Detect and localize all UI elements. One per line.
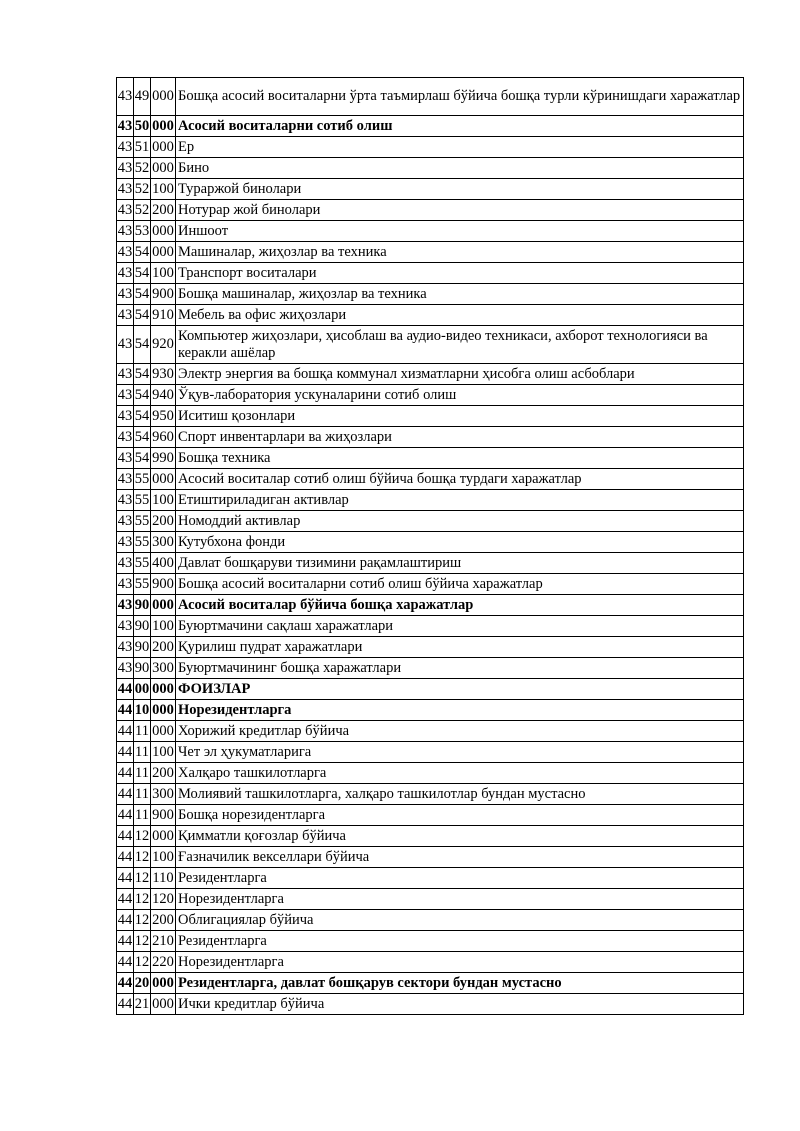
code-element-cell: 000 <box>151 595 176 616</box>
code-group-cell: 43 <box>117 326 134 364</box>
code-element-cell: 000 <box>151 721 176 742</box>
table-row <box>117 658 744 679</box>
item-name-cell: Номоддий активлар <box>176 511 744 532</box>
code-article-cell: 10 <box>134 700 151 721</box>
table-row <box>117 469 744 490</box>
code-group-cell: 44 <box>117 763 134 784</box>
code-article-cell: 52 <box>134 200 151 221</box>
code-element-cell: 900 <box>151 284 176 305</box>
code-element-cell: 000 <box>151 679 176 700</box>
table-row <box>117 116 744 137</box>
item-name-cell: Бошқа машиналар, жиҳозлар ва техника <box>176 284 744 305</box>
code-article-cell: 11 <box>134 763 151 784</box>
code-group-cell: 43 <box>117 305 134 326</box>
table-row <box>117 532 744 553</box>
item-name-cell: Бошқа асосий воситаларни ўрта таъмирлаш бўйича бошқа турли кўринишдаги харажатлар <box>176 78 744 116</box>
code-group-cell: 43 <box>117 574 134 595</box>
item-name-cell: Норезидентларга <box>176 889 744 910</box>
code-article-cell: 90 <box>134 616 151 637</box>
code-article-cell: 55 <box>134 553 151 574</box>
item-name-cell: Электр энергия ва бошқа коммунал хизматларни ҳисобга олиш асбоблари <box>176 364 744 385</box>
table-row <box>117 137 744 158</box>
document-page <box>116 77 744 1015</box>
table-row <box>117 952 744 973</box>
code-element-cell: 300 <box>151 784 176 805</box>
code-article-cell: 90 <box>134 658 151 679</box>
code-article-cell: 11 <box>134 721 151 742</box>
code-group-cell: 43 <box>117 490 134 511</box>
code-group-cell: 44 <box>117 952 134 973</box>
table-row <box>117 721 744 742</box>
table-row <box>117 910 744 931</box>
code-group-cell: 44 <box>117 910 134 931</box>
code-element-cell: 000 <box>151 221 176 242</box>
code-element-cell: 000 <box>151 994 176 1015</box>
code-group-cell: 44 <box>117 805 134 826</box>
code-group-cell: 43 <box>117 242 134 263</box>
item-name-cell: Буюртмачини сақлаш харажатлари <box>176 616 744 637</box>
code-element-cell: 950 <box>151 406 176 427</box>
table-row <box>117 574 744 595</box>
table-row <box>117 742 744 763</box>
code-group-cell: 43 <box>117 595 134 616</box>
code-article-cell: 54 <box>134 284 151 305</box>
code-group-cell: 43 <box>117 532 134 553</box>
table-row <box>117 385 744 406</box>
code-group-cell: 43 <box>117 385 134 406</box>
code-group-cell: 43 <box>117 511 134 532</box>
code-element-cell: 000 <box>151 469 176 490</box>
item-name-cell: Иситиш қозонлари <box>176 406 744 427</box>
code-article-cell: 54 <box>134 364 151 385</box>
item-name-cell: Машиналар, жиҳозлар ва техника <box>176 242 744 263</box>
table-row <box>117 221 744 242</box>
code-element-cell: 000 <box>151 973 176 994</box>
item-name-cell: Чет эл ҳукуматларига <box>176 742 744 763</box>
table-row <box>117 305 744 326</box>
code-group-cell: 44 <box>117 889 134 910</box>
table-row <box>117 511 744 532</box>
code-group-cell: 43 <box>117 78 134 116</box>
code-article-cell: 52 <box>134 158 151 179</box>
code-element-cell: 200 <box>151 200 176 221</box>
item-name-cell: Халқаро ташкилотларга <box>176 763 744 784</box>
code-article-cell: 54 <box>134 305 151 326</box>
code-article-cell: 12 <box>134 931 151 952</box>
code-article-cell: 12 <box>134 952 151 973</box>
item-name-cell: Молиявий ташкилотларга, халқаро ташкилотлар бундан мустасно <box>176 784 744 805</box>
code-group-cell: 44 <box>117 700 134 721</box>
code-article-cell: 54 <box>134 448 151 469</box>
code-element-cell: 210 <box>151 931 176 952</box>
code-element-cell: 300 <box>151 532 176 553</box>
code-element-cell: 000 <box>151 158 176 179</box>
code-group-cell: 43 <box>117 137 134 158</box>
code-group-cell: 43 <box>117 616 134 637</box>
code-article-cell: 55 <box>134 574 151 595</box>
table-row <box>117 326 744 364</box>
code-article-cell: 55 <box>134 469 151 490</box>
item-name-cell: Ғазначилик векселлари бўйича <box>176 847 744 868</box>
table-row <box>117 763 744 784</box>
item-name-cell: Буюртмачининг бошқа харажатлари <box>176 658 744 679</box>
table-row <box>117 200 744 221</box>
code-element-cell: 300 <box>151 658 176 679</box>
code-article-cell: 54 <box>134 242 151 263</box>
code-group-cell: 43 <box>117 179 134 200</box>
table-row <box>117 616 744 637</box>
code-article-cell: 12 <box>134 889 151 910</box>
table-row <box>117 889 744 910</box>
item-name-cell: Хорижий кредитлар бўйича <box>176 721 744 742</box>
item-name-cell: Бошқа норезидентларга <box>176 805 744 826</box>
code-group-cell: 43 <box>117 658 134 679</box>
code-element-cell: 200 <box>151 511 176 532</box>
item-name-cell: Давлат бошқаруви тизимини рақамлаштириш <box>176 553 744 574</box>
code-article-cell: 49 <box>134 78 151 116</box>
code-article-cell: 12 <box>134 910 151 931</box>
code-group-cell: 43 <box>117 200 134 221</box>
code-element-cell: 120 <box>151 889 176 910</box>
table-row <box>117 679 744 700</box>
code-group-cell: 43 <box>117 553 134 574</box>
table-row <box>117 826 744 847</box>
code-group-cell: 43 <box>117 637 134 658</box>
code-group-cell: 44 <box>117 784 134 805</box>
code-element-cell: 910 <box>151 305 176 326</box>
classifier-table <box>116 77 744 1015</box>
code-element-cell: 000 <box>151 116 176 137</box>
code-element-cell: 100 <box>151 616 176 637</box>
item-name-cell: Тураржой бинолари <box>176 179 744 200</box>
table-row <box>117 994 744 1015</box>
code-article-cell: 11 <box>134 742 151 763</box>
classifier-table-body <box>117 78 744 1015</box>
item-name-cell: Кутубхона фонди <box>176 532 744 553</box>
code-article-cell: 54 <box>134 326 151 364</box>
code-article-cell: 53 <box>134 221 151 242</box>
code-element-cell: 000 <box>151 700 176 721</box>
code-element-cell: 000 <box>151 137 176 158</box>
code-group-cell: 44 <box>117 742 134 763</box>
item-name-cell: Норезидентларга <box>176 952 744 973</box>
table-row <box>117 805 744 826</box>
code-group-cell: 43 <box>117 221 134 242</box>
code-element-cell: 220 <box>151 952 176 973</box>
code-group-cell: 44 <box>117 994 134 1015</box>
code-article-cell: 54 <box>134 385 151 406</box>
item-name-cell: Спорт инвентарлари ва жиҳозлари <box>176 427 744 448</box>
table-row <box>117 427 744 448</box>
item-name-cell: Компьютер жиҳозлари, ҳисоблаш ва аудио-видео техникаси, ахборот технологияси ва керакли ашёлар <box>176 326 744 364</box>
table-row <box>117 784 744 805</box>
item-name-cell: Нотурар жой бинолари <box>176 200 744 221</box>
table-row <box>117 847 744 868</box>
item-name-cell: Қурилиш пудрат харажатлари <box>176 637 744 658</box>
code-group-cell: 44 <box>117 973 134 994</box>
code-article-cell: 55 <box>134 532 151 553</box>
item-name-cell: Резидентларга <box>176 868 744 889</box>
code-group-cell: 43 <box>117 448 134 469</box>
table-row <box>117 490 744 511</box>
item-name-cell: Асосий воситаларни сотиб олиш <box>176 116 744 137</box>
code-group-cell: 43 <box>117 263 134 284</box>
table-row <box>117 448 744 469</box>
table-row <box>117 179 744 200</box>
table-row <box>117 553 744 574</box>
table-row <box>117 78 744 116</box>
code-element-cell: 200 <box>151 637 176 658</box>
table-row <box>117 406 744 427</box>
code-article-cell: 12 <box>134 847 151 868</box>
code-element-cell: 100 <box>151 742 176 763</box>
code-article-cell: 11 <box>134 805 151 826</box>
code-group-cell: 44 <box>117 868 134 889</box>
code-element-cell: 100 <box>151 179 176 200</box>
code-element-cell: 200 <box>151 910 176 931</box>
code-element-cell: 990 <box>151 448 176 469</box>
code-element-cell: 900 <box>151 574 176 595</box>
code-group-cell: 44 <box>117 847 134 868</box>
code-element-cell: 200 <box>151 763 176 784</box>
code-article-cell: 52 <box>134 179 151 200</box>
item-name-cell: Транспорт воситалари <box>176 263 744 284</box>
code-article-cell: 54 <box>134 263 151 284</box>
item-name-cell: Бошқа асосий воситаларни сотиб олиш бўйича харажатлар <box>176 574 744 595</box>
item-name-cell: Мебель ва офис жиҳозлари <box>176 305 744 326</box>
item-name-cell: Ўқув-лаборатория ускуналарини сотиб олиш <box>176 385 744 406</box>
code-group-cell: 44 <box>117 679 134 700</box>
code-element-cell: 000 <box>151 826 176 847</box>
item-name-cell: Норезидентларга <box>176 700 744 721</box>
code-element-cell: 000 <box>151 242 176 263</box>
code-group-cell: 43 <box>117 427 134 448</box>
code-element-cell: 940 <box>151 385 176 406</box>
code-article-cell: 00 <box>134 679 151 700</box>
item-name-cell: Асосий воситалар сотиб олиш бўйича бошқа турдаги харажатлар <box>176 469 744 490</box>
table-row <box>117 700 744 721</box>
code-group-cell: 44 <box>117 721 134 742</box>
code-group-cell: 43 <box>117 116 134 137</box>
table-row <box>117 595 744 616</box>
table-row <box>117 364 744 385</box>
table-row <box>117 868 744 889</box>
item-name-cell: Резидентларга <box>176 931 744 952</box>
code-element-cell: 100 <box>151 263 176 284</box>
code-element-cell: 100 <box>151 847 176 868</box>
code-article-cell: 20 <box>134 973 151 994</box>
table-row <box>117 973 744 994</box>
code-element-cell: 920 <box>151 326 176 364</box>
code-article-cell: 12 <box>134 868 151 889</box>
table-row <box>117 931 744 952</box>
table-row <box>117 242 744 263</box>
code-element-cell: 930 <box>151 364 176 385</box>
code-element-cell: 100 <box>151 490 176 511</box>
code-article-cell: 12 <box>134 826 151 847</box>
code-article-cell: 55 <box>134 511 151 532</box>
code-article-cell: 51 <box>134 137 151 158</box>
item-name-cell: Етиштириладиган активлар <box>176 490 744 511</box>
item-name-cell: Резидентларга, давлат бошқарув сектори бундан мустасно <box>176 973 744 994</box>
code-article-cell: 55 <box>134 490 151 511</box>
code-element-cell: 110 <box>151 868 176 889</box>
item-name-cell: Иншоот <box>176 221 744 242</box>
item-name-cell: Ер <box>176 137 744 158</box>
item-name-cell: ФОИЗЛАР <box>176 679 744 700</box>
item-name-cell: Бино <box>176 158 744 179</box>
table-row <box>117 284 744 305</box>
code-article-cell: 21 <box>134 994 151 1015</box>
code-element-cell: 960 <box>151 427 176 448</box>
code-element-cell: 900 <box>151 805 176 826</box>
code-group-cell: 43 <box>117 364 134 385</box>
item-name-cell: Асосий воситалар бўйича бошқа харажатлар <box>176 595 744 616</box>
code-group-cell: 44 <box>117 826 134 847</box>
table-row <box>117 263 744 284</box>
table-row <box>117 158 744 179</box>
code-article-cell: 90 <box>134 637 151 658</box>
code-element-cell: 400 <box>151 553 176 574</box>
item-name-cell: Қимматли қоғозлар бўйича <box>176 826 744 847</box>
item-name-cell: Ички кредитлар бўйича <box>176 994 744 1015</box>
code-group-cell: 43 <box>117 406 134 427</box>
code-article-cell: 54 <box>134 406 151 427</box>
code-article-cell: 90 <box>134 595 151 616</box>
item-name-cell: Бошқа техника <box>176 448 744 469</box>
code-group-cell: 44 <box>117 931 134 952</box>
code-article-cell: 50 <box>134 116 151 137</box>
code-group-cell: 43 <box>117 158 134 179</box>
code-element-cell: 000 <box>151 78 176 116</box>
code-group-cell: 43 <box>117 284 134 305</box>
table-row <box>117 637 744 658</box>
item-name-cell: Облигациялар бўйича <box>176 910 744 931</box>
code-group-cell: 43 <box>117 469 134 490</box>
code-article-cell: 11 <box>134 784 151 805</box>
code-article-cell: 54 <box>134 427 151 448</box>
